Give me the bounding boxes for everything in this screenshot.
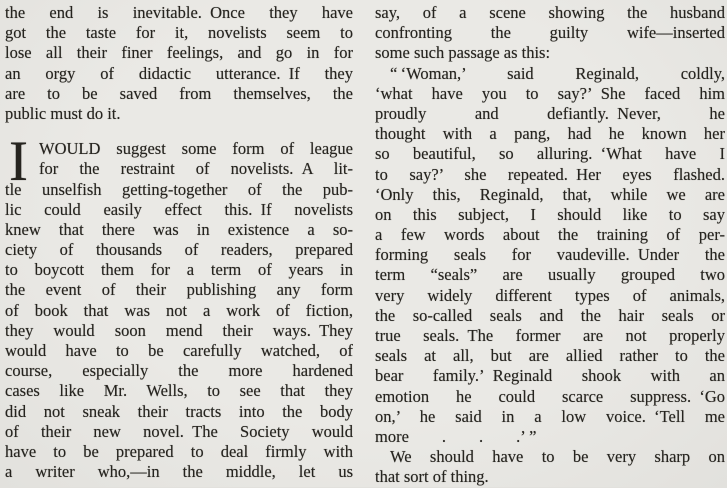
text-line: lose all their finer feelings, and go in for (5, 43, 353, 63)
text-line: tle unselfish getting-together of the pub- (5, 179, 353, 199)
text-line: thought with a pang, had he known her (375, 124, 725, 144)
text-line: a writer who,—in the middle, let us (5, 462, 353, 482)
text-line: proudly and defiantly. Never, he (375, 103, 725, 123)
text-line: say, of a scene showing the husband (375, 3, 725, 22)
text-line: term “seals” are usually grouped two (375, 265, 725, 285)
text-line: the end is inevitable. Once they have (5, 3, 353, 22)
text-line: got the taste for it, novelists seem to (5, 23, 353, 43)
text-line: seals at all, but are allied rather to the (375, 346, 725, 366)
text-line: an orgy of didactic utterance. If they (5, 63, 353, 83)
paragraph (375, 447, 725, 487)
text-line: did not sneak their tracts into the body (5, 401, 353, 421)
text-line: would have to be carefully watched, of (5, 341, 353, 360)
text-line: WOULD suggest some form of league (39, 139, 353, 159)
text-line: confronting the guilty wife—inserted (375, 23, 725, 43)
column-left (5, 3, 353, 487)
text-line: to say?’ she repeated. Her eyes flashed. (375, 164, 725, 184)
text-line: public must do it. (5, 103, 121, 123)
text-line: more . . .’ ” (375, 426, 537, 446)
paragraph (375, 64, 725, 448)
text-line: of book that was not a work of fiction, (5, 300, 353, 320)
text-line: that sort of thing. (375, 467, 489, 487)
text-line: knew that there was in existence a so- (5, 219, 353, 239)
text-line: true seals. The former are not properly (375, 326, 725, 345)
text-line: of their new novel. The Society would (5, 421, 353, 441)
text-line: for the restraint of novelists. A lit- (39, 159, 353, 179)
text-line: We should have to be very sharp on (390, 447, 725, 467)
text-line: bear family.’ Reginald shook with an (375, 366, 725, 386)
text-line: lic could easily effect this. If novelists (5, 199, 353, 219)
text-line: on,’ he said in a low voice. ‘Tell me (375, 406, 725, 426)
text-line: the event of their publishing any form (5, 280, 353, 300)
text-line: have to be prepared to deal firmly with (5, 441, 353, 461)
paragraph (5, 130, 353, 482)
text-line: very widely different types of animals, (375, 285, 725, 305)
text-line: are to be saved from themselves, the (5, 83, 353, 103)
paragraph (5, 3, 353, 124)
drop-cap: I (9, 130, 28, 194)
text-line: ‘Only this, Reginald, that, while we are (375, 184, 725, 204)
text-line: so beautiful, so alluring. ‘What have I (375, 144, 725, 164)
paragraph (375, 3, 725, 64)
text-line: they would soon mend their ways. They (5, 320, 353, 340)
text-line: emotion he could scarce suppress. ‘Go (375, 386, 725, 406)
text-line: course, especially the more hardened (5, 361, 353, 381)
text-line: forming seals for vaudeville. Under the (375, 245, 725, 265)
column-right (375, 3, 725, 487)
text-line: some such passage as this: (375, 43, 551, 63)
text-line: on this subject, I should like to say (375, 204, 725, 224)
text-line: ciety of thousands of readers, prepared (5, 240, 353, 260)
text-line: cases like Mr. Wells, to see that they (5, 381, 353, 401)
text-line: the so-called seals and the hair seals or (375, 305, 725, 325)
text-line: to boycott them for a term of years in (5, 260, 353, 280)
text-line: ‘what have you to say?’ She faced him (375, 83, 725, 103)
text-line: “ ‘Woman,’ said Reginald, coldly, (390, 63, 725, 83)
text-line: a few words about the training of per- (375, 225, 725, 245)
